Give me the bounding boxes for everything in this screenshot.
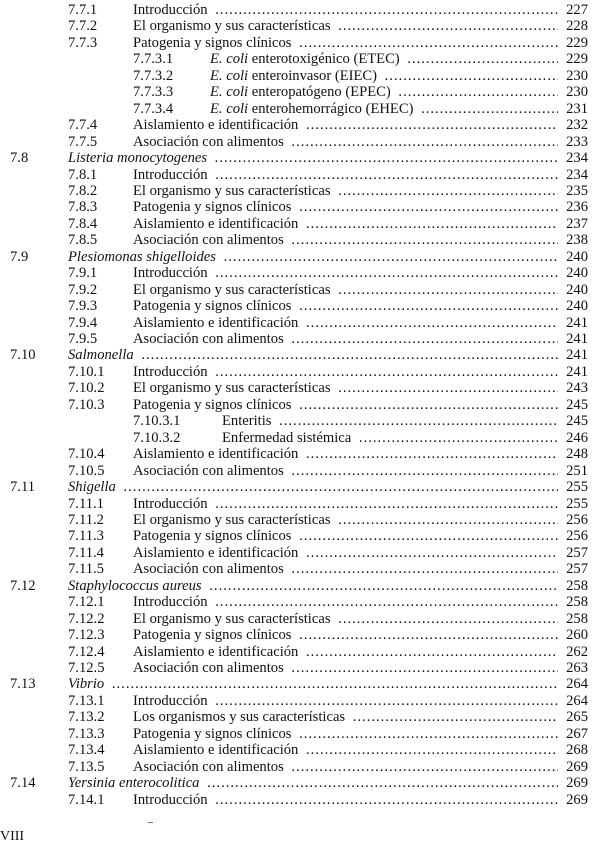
toc-entry <box>0 347 600 364</box>
toc-entry-number: 7.12.2 <box>68 610 105 627</box>
toc-entry-title-text: Asociación con alimentos <box>133 660 284 676</box>
toc-entry-title-italic: E. coli <box>210 51 249 68</box>
toc-entry-title-text: Aislamiento e identificación <box>133 314 299 331</box>
toc-entry-number: 7.13 <box>10 676 36 693</box>
toc-entry-page: 241 <box>566 314 588 331</box>
toc-entry <box>0 298 600 315</box>
toc-entry-title <box>133 644 558 661</box>
toc-entry-title <box>133 183 558 200</box>
toc-entry-title-italic: Salmonella <box>68 347 134 364</box>
toc-entry-page: 269 <box>566 758 588 775</box>
toc-entry-number: 7.8 <box>10 150 29 167</box>
toc-entry <box>0 282 600 299</box>
toc-entry-title <box>133 397 558 414</box>
toc-entry <box>0 101 600 118</box>
stray-mark <box>148 822 153 823</box>
toc-entry-page: 234 <box>566 150 588 167</box>
toc-entry-title-text: El organismo y sus características <box>133 511 331 528</box>
toc-entry-number: 7.12.1 <box>68 594 105 611</box>
toc-entry-page: 227 <box>566 2 588 18</box>
toc-entry <box>0 265 600 282</box>
toc-entry <box>0 380 600 397</box>
toc-entry-page: 258 <box>566 610 588 627</box>
toc-entry-page: 229 <box>566 34 588 51</box>
toc-entry-title <box>68 578 558 595</box>
toc-entry-title-text: Introducción <box>133 791 208 808</box>
toc-entry <box>0 644 600 661</box>
toc-entry-title-italic: E. coli <box>210 100 249 117</box>
toc-entry-page: 265 <box>566 709 588 726</box>
toc-entry-title <box>133 611 558 628</box>
toc-entry-number: 7.12.5 <box>68 660 105 676</box>
toc-entry-number: 7.13.4 <box>68 742 105 759</box>
toc-entry-title <box>133 232 558 249</box>
toc-entry-title-text: Patogenia y signos clínicos <box>133 34 292 51</box>
toc-entry-number: 7.14 <box>10 775 36 792</box>
toc-entry-title-text: El organismo y sus características <box>133 18 331 35</box>
toc-entry-title-text: Aislamiento e identificación <box>133 742 299 759</box>
toc-entry-title <box>133 463 558 480</box>
toc-entry <box>0 709 600 726</box>
toc-entry-title-text: enteroinvasor (EIEC) <box>248 67 377 84</box>
toc-entry-number: 7.12.3 <box>68 627 105 644</box>
toc-entry-page: 230 <box>566 67 588 84</box>
toc-entry-title-text: Asociación con alimentos <box>133 462 284 479</box>
toc-entry-title-text: enterotoxigénico (ETEC) <box>248 51 400 68</box>
toc-entry-title <box>133 216 558 233</box>
toc-entry-page: 241 <box>566 347 588 364</box>
toc-entry-page: 228 <box>566 18 588 35</box>
toc-entry-page: 234 <box>566 166 588 183</box>
toc-entry-title <box>133 331 558 348</box>
toc-entry <box>0 479 600 496</box>
toc-entry-title <box>133 282 558 299</box>
toc-entry <box>0 183 600 200</box>
toc-entry-title-text: enterohemorrágico (EHEC) <box>248 100 414 117</box>
toc-entry-title <box>133 18 558 35</box>
toc-entry-page: 241 <box>566 331 588 347</box>
toc-entry-number: 7.10.3.2 <box>133 429 181 446</box>
toc-entry-number: 7.13.5 <box>68 758 105 775</box>
toc-entry-page: 262 <box>566 643 588 660</box>
page-folio: VIII <box>0 829 25 844</box>
toc-entry-number: 7.13.3 <box>68 725 105 742</box>
toc-entry-page: 246 <box>566 429 588 446</box>
toc-entry-title-text: Patogenia y signos clínicos <box>133 725 292 742</box>
toc-entry-title-text: Patogenia y signos clínicos <box>133 627 292 644</box>
toc-entry-number: 7.11.3 <box>68 528 104 545</box>
toc-entry <box>0 775 600 792</box>
toc-entry-number: 7.10.3 <box>68 396 105 413</box>
toc-entry <box>0 51 600 68</box>
toc-entry-number: 7.7.3 <box>68 34 98 51</box>
toc-entry-number: 7.7.1 <box>68 2 98 18</box>
toc-entry-title-italic: Staphylococcus aureus <box>68 577 202 594</box>
toc-entry-title-text: El organismo y sus características <box>133 380 331 397</box>
toc-entry-title-text: Introducción <box>133 692 208 709</box>
toc-entry-title <box>68 249 558 266</box>
toc-entry-number: 7.13.1 <box>68 692 105 709</box>
toc-entry-number: 7.10.1 <box>68 363 105 380</box>
toc-entry-number: 7.8.4 <box>68 215 98 232</box>
toc-entry-number: 7.11.2 <box>68 511 104 528</box>
toc-entry <box>0 496 600 513</box>
toc-entry-number: 7.8.1 <box>68 166 98 183</box>
toc-entry-title <box>133 693 558 710</box>
toc-entry-title-text: Asociación con alimentos <box>133 331 284 347</box>
toc-entry <box>0 660 600 677</box>
toc-entry-title <box>133 265 558 282</box>
toc-entry-page: 269 <box>566 791 588 808</box>
toc-entry <box>0 216 600 233</box>
toc-entry-number: 7.9.5 <box>68 331 98 347</box>
toc-entry <box>0 611 600 628</box>
toc-entry-number: 7.7.3.3 <box>133 84 174 101</box>
toc-entry-page: 235 <box>566 182 588 199</box>
toc-entry <box>0 84 600 101</box>
toc-entry-page: 255 <box>566 495 588 512</box>
toc-entry-number: 7.10.3.1 <box>133 413 181 430</box>
toc-entry-page: 236 <box>566 199 588 216</box>
toc-entry-number: 7.10 <box>10 347 36 364</box>
toc-entry-page: 245 <box>566 396 588 413</box>
toc-entry-page: 240 <box>566 265 588 282</box>
toc-entry-title-text: Enteritis <box>222 413 272 430</box>
toc-entry-title-italic: Listeria monocytogenes <box>68 150 208 167</box>
toc-entry-number: 7.11 <box>10 479 35 496</box>
toc-entry-title <box>133 134 558 151</box>
toc-entry-title-text: Aislamiento e identificación <box>133 643 299 660</box>
toc-entry-page: 240 <box>566 248 588 265</box>
toc-entry <box>0 693 600 710</box>
toc-entry-title-italic: Shigella <box>68 479 116 496</box>
toc-entry-page: 231 <box>566 100 588 117</box>
toc-entry-title <box>222 413 558 430</box>
toc-entry-number: 7.7.5 <box>68 133 98 150</box>
toc-entry <box>0 199 600 216</box>
toc-entry-title <box>133 545 558 562</box>
toc-entry <box>0 627 600 644</box>
toc-entry-title-italic: Plesiomonas shigelloides <box>68 248 216 265</box>
toc-entry-page: 264 <box>566 692 588 709</box>
toc-entry-number: 7.9.1 <box>68 265 98 282</box>
toc-entry <box>0 759 600 776</box>
toc-entry-title <box>133 496 558 513</box>
toc-entry-title <box>133 660 558 677</box>
toc-entry <box>0 232 600 249</box>
toc-entry-page: 240 <box>566 281 588 298</box>
toc-entry-page: 264 <box>566 676 588 693</box>
toc-entry-title <box>68 775 558 792</box>
toc-entry-title-text: Patogenia y signos clínicos <box>133 528 292 545</box>
toc-entry <box>0 594 600 611</box>
toc-entry-page: 257 <box>566 561 588 578</box>
toc-entry <box>0 315 600 332</box>
toc-entry-title-text: Introducción <box>133 166 208 183</box>
toc-entry-title-text: Introducción <box>133 2 208 18</box>
toc-entry-number: 7.8.2 <box>68 182 98 199</box>
toc-entry-number: 7.9.4 <box>68 314 98 331</box>
toc-entry-title-italic: Yersinia enterocolitica <box>68 775 200 792</box>
toc-entry-number: 7.11.5 <box>68 561 104 578</box>
toc-entry-title <box>68 347 558 364</box>
toc-entry-number: 7.14.1 <box>68 791 105 808</box>
toc-entry-number: 7.7.3.4 <box>133 100 174 117</box>
toc-entry-page: 256 <box>566 528 588 545</box>
toc-entry <box>0 512 600 529</box>
toc-entry-title-text: Introducción <box>133 363 208 380</box>
toc-entry-number: 7.13.2 <box>68 709 105 726</box>
toc-entry-number: 7.7.3.2 <box>133 67 174 84</box>
toc-entry-number: 7.11.1 <box>68 495 104 512</box>
toc-entry-number: 7.10.4 <box>68 446 105 463</box>
toc-entry <box>0 545 600 562</box>
toc-entry-page: 268 <box>566 742 588 759</box>
toc-entry-page: 251 <box>566 462 588 479</box>
toc-entry-title <box>133 446 558 463</box>
toc-entry-title-text: Introducción <box>133 495 208 512</box>
toc-entry-number: 7.7.3.1 <box>133 51 174 68</box>
toc-entry-page: 237 <box>566 215 588 232</box>
toc-entry <box>0 35 600 52</box>
toc-entry <box>0 792 600 809</box>
toc-entry-title-text: Los organismos y sus características <box>133 709 346 726</box>
toc-entry-number: 7.12 <box>10 577 36 594</box>
toc-entry-title-text: enteropatógeno (EPEC) <box>248 84 391 101</box>
toc-entry-title-text: Introducción <box>133 265 208 282</box>
toc-entry <box>0 167 600 184</box>
toc-entry <box>0 2 600 19</box>
toc-entry-title-text: Asociación con alimentos <box>133 561 284 578</box>
toc-entry-title <box>133 298 558 315</box>
toc-entry-title <box>210 84 558 101</box>
toc-entry <box>0 331 600 348</box>
toc-entry-title-text: Asociación con alimentos <box>133 232 284 249</box>
toc-entry-title-italic: E. coli <box>210 84 249 101</box>
toc-entry <box>0 446 600 463</box>
toc-entry-title <box>133 199 558 216</box>
toc-entry <box>0 249 600 266</box>
toc-entry-page: 241 <box>566 363 588 380</box>
toc-entry-page: 230 <box>566 84 588 101</box>
toc-entry-title <box>133 364 558 381</box>
toc-entry-title <box>133 528 558 545</box>
toc-entry-page: 267 <box>566 725 588 742</box>
toc-entry-page: 233 <box>566 133 588 150</box>
toc-entry-number: 7.11.4 <box>68 544 104 561</box>
toc-entry-title <box>133 709 558 726</box>
toc-entry <box>0 430 600 447</box>
toc-entry-title-text: Patogenia y signos clínicos <box>133 199 292 216</box>
toc-entry-page: 232 <box>566 117 588 134</box>
toc-entry-number: 7.10.2 <box>68 380 105 397</box>
toc-entry-page: 263 <box>566 660 588 676</box>
toc-entry-title-text: Patogenia y signos clínicos <box>133 298 292 315</box>
toc-entry-title <box>133 35 558 52</box>
toc-entry-page: 260 <box>566 627 588 644</box>
toc-entry-title <box>210 51 558 68</box>
toc-entry-title <box>133 167 558 184</box>
toc-entry-title <box>133 315 558 332</box>
toc-entry-title <box>133 742 558 759</box>
toc-entry-title <box>133 792 558 809</box>
toc-entry-number: 7.10.5 <box>68 462 105 479</box>
toc-entry-title-text: Aislamiento e identificación <box>133 446 299 463</box>
toc-entry <box>0 578 600 595</box>
toc-entry-title <box>133 627 558 644</box>
toc-entry-title <box>68 479 558 496</box>
toc-entry-title <box>222 430 558 447</box>
toc-entry-title <box>133 759 558 776</box>
toc-entry-page: 245 <box>566 413 588 430</box>
toc-entry-title <box>133 594 558 611</box>
toc-entry <box>0 397 600 414</box>
toc-entry-title-text: El organismo y sus características <box>133 182 331 199</box>
toc-entry <box>0 364 600 381</box>
toc-entry-title <box>133 561 558 578</box>
toc-entry-title-text: Asociación con alimentos <box>133 133 284 150</box>
toc-entry-title-text: El organismo y sus características <box>133 281 331 298</box>
toc-entry-title-italic: Vibrio <box>68 676 105 693</box>
toc-entry <box>0 68 600 85</box>
toc-entry-page: 229 <box>566 51 588 68</box>
toc-entry-title <box>68 150 558 167</box>
toc-entry-title-text: El organismo y sus características <box>133 610 331 627</box>
toc-entry <box>0 561 600 578</box>
toc-entry-number: 7.12.4 <box>68 643 105 660</box>
toc-entry-title <box>133 512 558 529</box>
toc-entry-number: 7.7.2 <box>68 18 98 35</box>
toc-entry-title-text: Asociación con alimentos <box>133 758 284 775</box>
toc-entry-number: 7.9.2 <box>68 281 98 298</box>
toc-entry-title-text: Aislamiento e identificación <box>133 544 299 561</box>
toc-entry-page: 269 <box>566 775 588 792</box>
toc-entry <box>0 528 600 545</box>
toc-entry <box>0 463 600 480</box>
toc-entry-page: 248 <box>566 446 588 463</box>
toc-entry-page: 256 <box>566 511 588 528</box>
toc-entry-page: 243 <box>566 380 588 397</box>
toc-entry-number: 7.7.4 <box>68 117 98 134</box>
toc-entry <box>0 134 600 151</box>
toc-entry-title <box>133 117 558 134</box>
toc-entry-title-text: Aislamiento e identificación <box>133 215 299 232</box>
toc-entry-number: 7.9 <box>10 248 29 265</box>
toc-entry-number: 7.8.5 <box>68 232 98 249</box>
toc-entry-title-text: Introducción <box>133 594 208 611</box>
toc-entry <box>0 117 600 134</box>
toc-entry-page: 238 <box>566 232 588 249</box>
toc-entry <box>0 18 600 35</box>
toc-entry-page: 255 <box>566 479 588 496</box>
toc-entry-title <box>133 726 558 743</box>
toc-entry-title-italic: E. coli <box>210 67 249 84</box>
toc-entry <box>0 726 600 743</box>
toc-entry-title-text: Patogenia y signos clínicos <box>133 396 292 413</box>
toc-entry <box>0 742 600 759</box>
toc-entry <box>0 413 600 430</box>
toc-entry-title-text: Aislamiento e identificación <box>133 117 299 134</box>
toc-entry <box>0 676 600 693</box>
toc-entry-title <box>133 380 558 397</box>
toc-entry-title <box>210 101 558 118</box>
toc-entry-title <box>68 676 558 693</box>
toc-entry <box>0 150 600 167</box>
toc-entry-page: 257 <box>566 544 588 561</box>
toc-entry-number: 7.8.3 <box>68 199 98 216</box>
toc-entry-page: 258 <box>566 577 588 594</box>
toc-entry-page: 258 <box>566 594 588 611</box>
toc-entry-title <box>210 68 558 85</box>
toc-entry-page: 240 <box>566 298 588 315</box>
toc-entry-number: 7.9.3 <box>68 298 98 315</box>
toc-entry-title-text: Enfermedad sistémica <box>222 429 352 446</box>
toc-entry-title <box>133 2 558 19</box>
